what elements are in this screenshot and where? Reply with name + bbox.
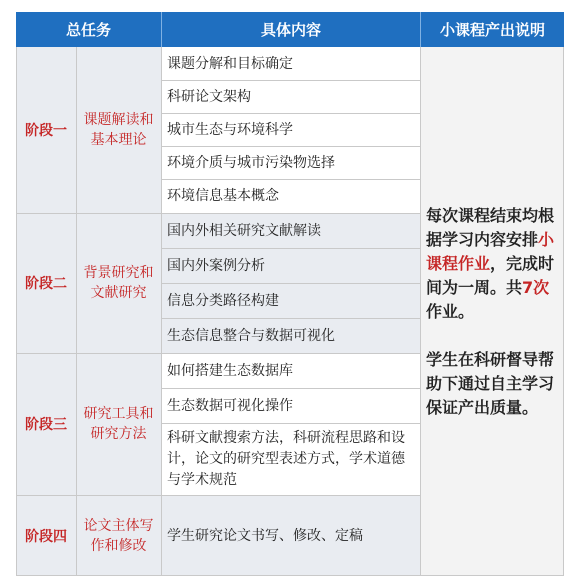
content-item: 科研文献搜索方法，科研流程思路和设计，论文的研究型表述方式，学术道德与学术规范 <box>161 423 420 495</box>
stage-label: 阶段四 <box>25 528 67 545</box>
stage-task: 背景研究和 文献研究 <box>83 265 154 301</box>
content-item: 课题分解和目标确定 <box>161 47 420 80</box>
header-task: 总任务 <box>16 12 161 47</box>
note-paragraph-2: 学生在科研督导帮助下通过自主学习保证产出质量。 <box>426 349 555 417</box>
output-note <box>420 47 564 576</box>
content-item: 如何搭建生态数据库 <box>161 353 420 388</box>
content-item: 信息分类路径构建 <box>161 283 420 318</box>
content-item: 学生研究论文书写、修改、定稿 <box>161 495 420 576</box>
content-item: 环境信息基本概念 <box>161 179 420 213</box>
content-item: 国内外案例分析 <box>161 248 420 283</box>
stage-task: 课题解读和 基本理论 <box>83 112 154 148</box>
header-output: 小课程产出说明 <box>420 12 564 47</box>
stage-label: 阶段一 <box>25 123 67 139</box>
content-item: 科研论文架构 <box>161 80 420 113</box>
stage-task: 论文主体写 作和修改 <box>83 517 154 554</box>
stage-label: 阶段二 <box>25 276 67 292</box>
content-item: 环境介质与城市污染物选择 <box>161 146 420 179</box>
content-item: 国内外相关研究文献解读 <box>161 213 420 248</box>
note-paragraph-1: 每次课程结束均根据学习内容安排小课程作业，完成时间为一周。共7次作业。 <box>426 205 555 321</box>
content-item: 生态数据可视化操作 <box>161 388 420 423</box>
stage-label: 阶段三 <box>25 417 67 433</box>
stage-task: 研究工具和 研究方法 <box>83 406 154 442</box>
header-content: 具体内容 <box>161 12 420 47</box>
course-table <box>16 12 564 576</box>
content-item: 生态信息整合与数据可视化 <box>161 318 420 353</box>
content-item: 城市生态与环境科学 <box>161 113 420 146</box>
